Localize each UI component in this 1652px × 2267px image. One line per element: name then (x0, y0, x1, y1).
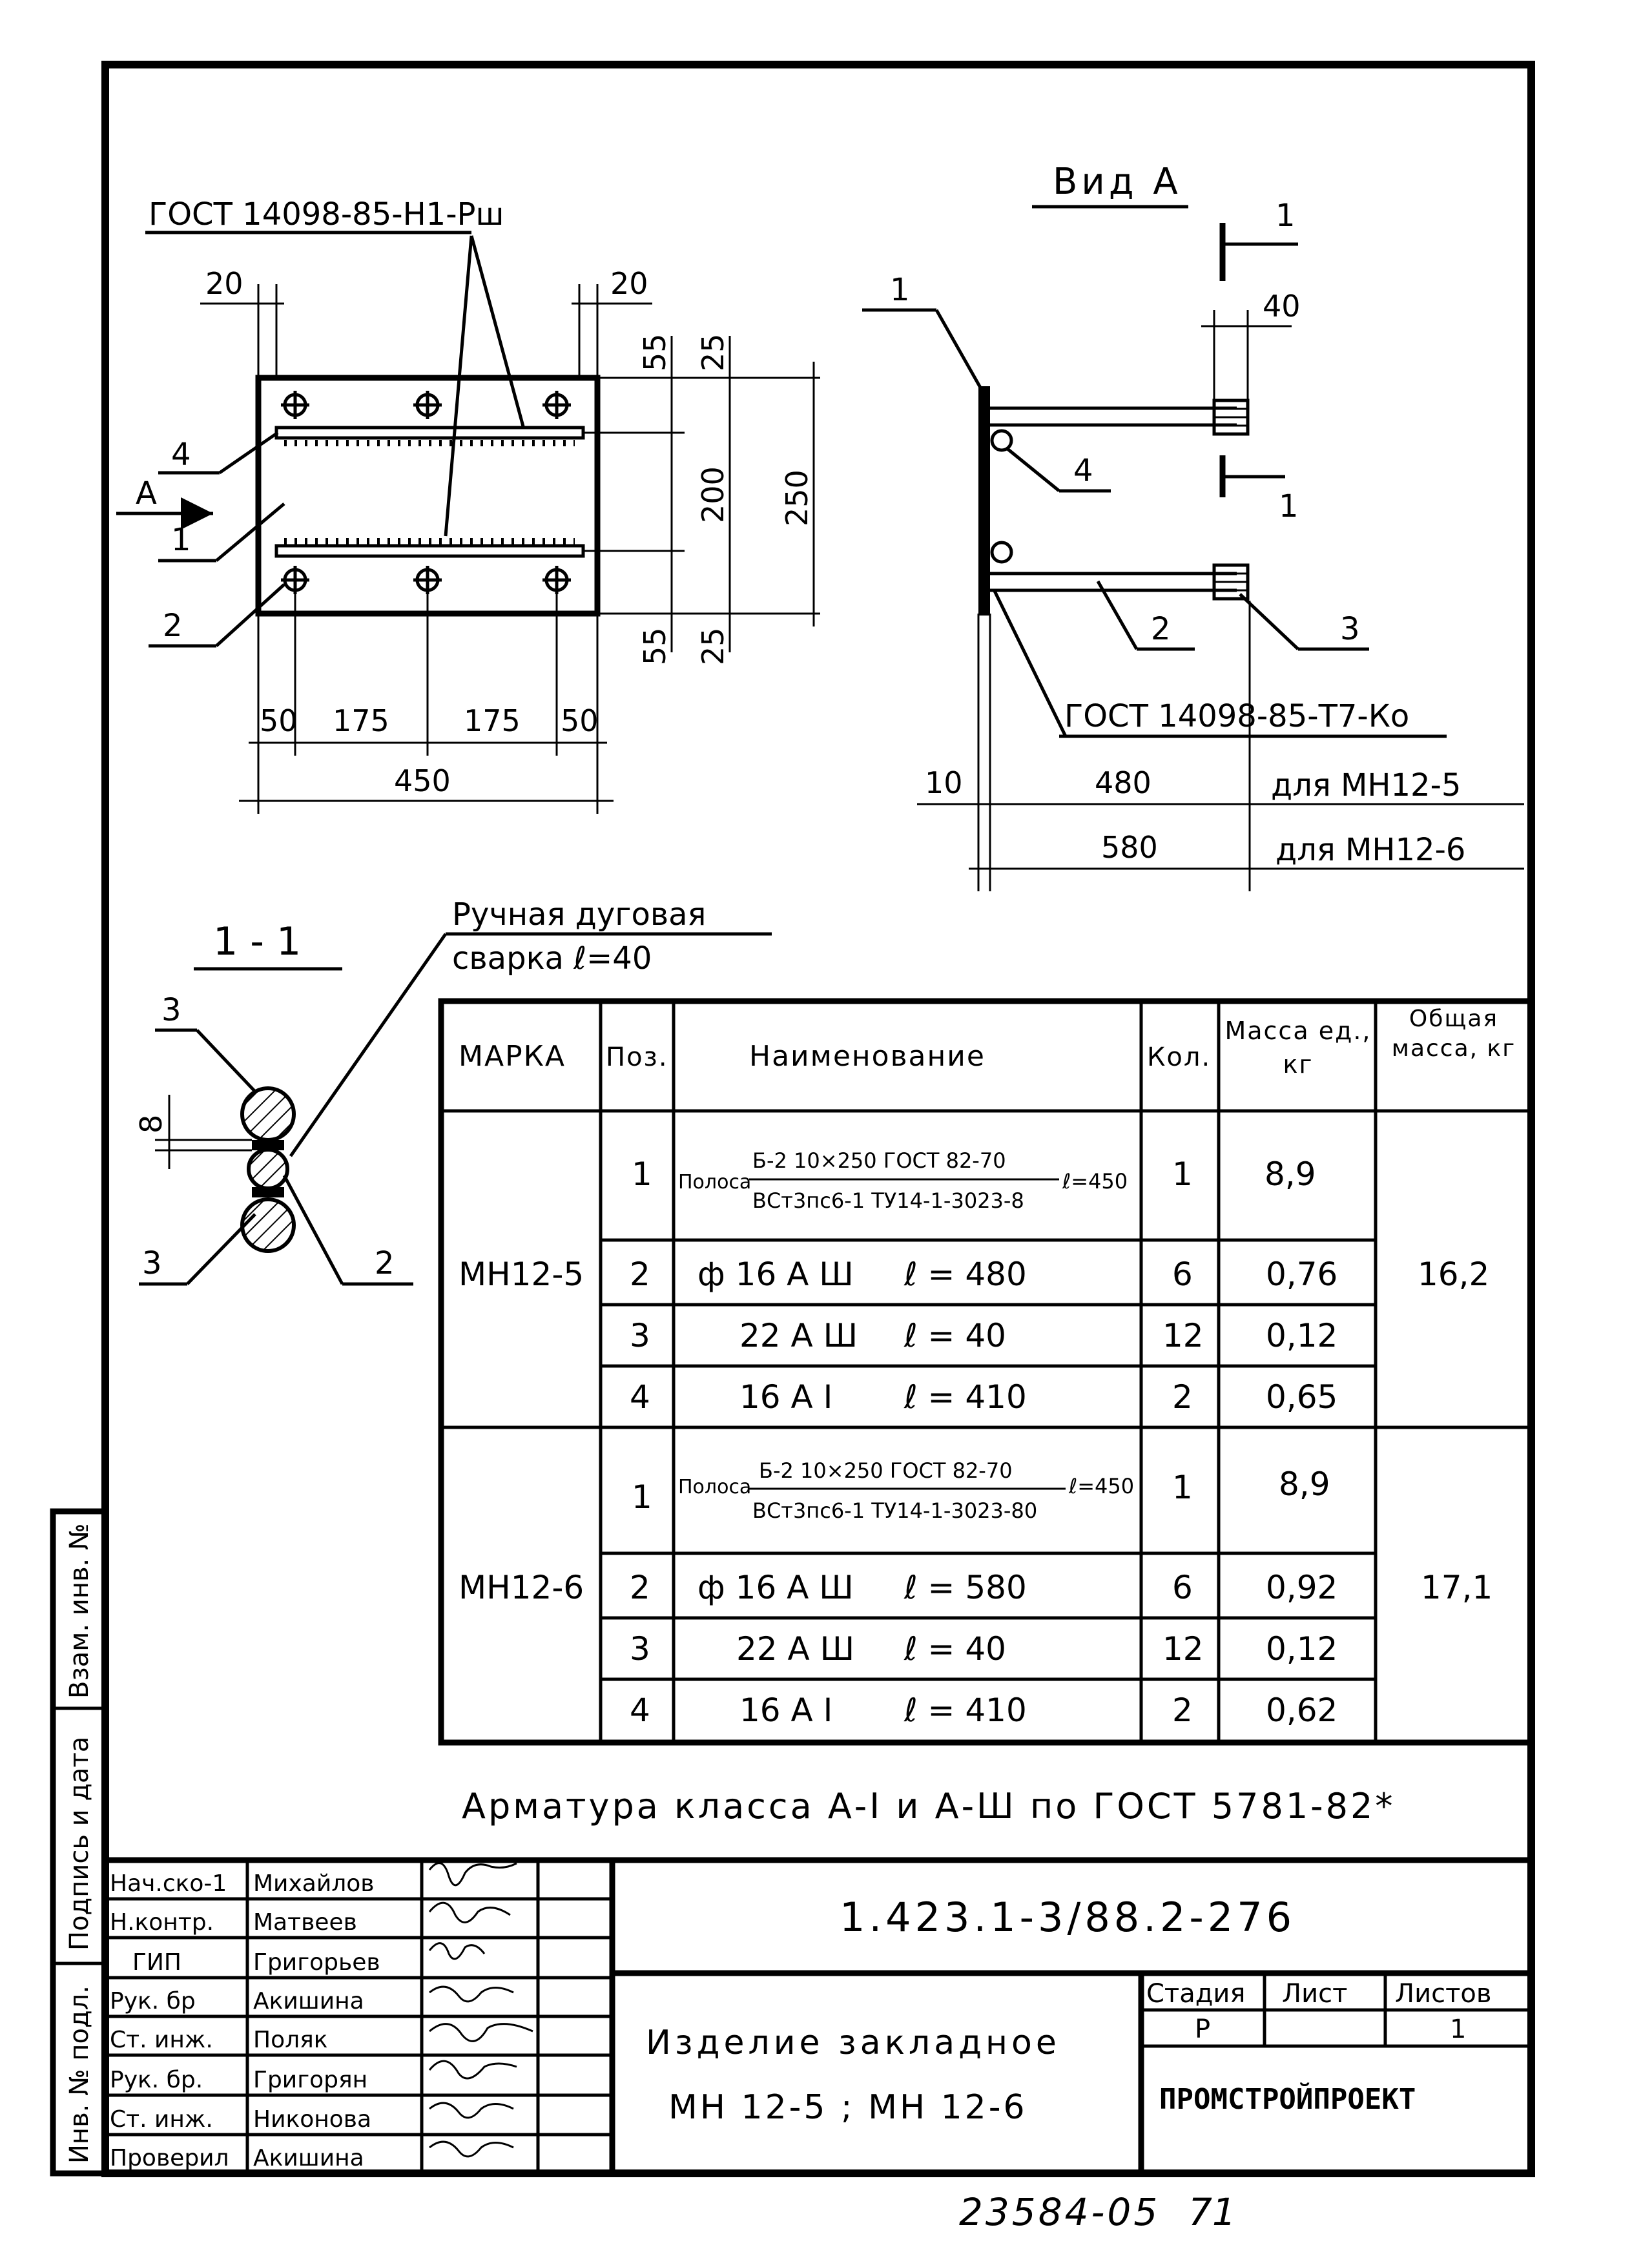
signer-role: Рук. бр. (110, 2067, 203, 2093)
dim-580-label: 580 (1101, 830, 1158, 865)
view-arrow-label: А (136, 475, 157, 512)
signer-role: Нач.ско-1 (110, 1870, 227, 1897)
length-cell: ℓ = 40 (904, 1630, 1006, 1668)
qty-cell: 1 (1172, 1155, 1193, 1193)
view-a (862, 161, 1524, 891)
qty-cell: 1 (1172, 1469, 1193, 1506)
signer-role: Ст. инж. (110, 2027, 213, 2053)
qty-cell: 6 (1172, 1256, 1193, 1293)
for-mn12-6: для МН12-6 (1275, 832, 1466, 868)
section-title: 1 - 1 (213, 919, 302, 964)
mass-cell: 0,65 (1266, 1378, 1338, 1416)
signer-name: Акишина (253, 1988, 364, 2014)
pos-4-label-side: 4 (1073, 453, 1093, 489)
doc-title-line2: МН 12-5 ; МН 12-6 (668, 2088, 1027, 2127)
weld-leader-b (446, 236, 471, 536)
mass-cell: 8,9 (1279, 1465, 1330, 1503)
dim-20-right: 20 (610, 266, 648, 301)
qty-cell: 2 (1172, 1692, 1193, 1729)
name-cell: 22 А Ш (739, 1317, 858, 1354)
section-arrows (1223, 244, 1298, 477)
signer-name: Григорьев (253, 1949, 380, 1976)
pos-cell: 3 (630, 1630, 650, 1668)
name-cell: ф 16 А Ш (697, 1256, 854, 1293)
section-1-1 (134, 896, 772, 1284)
length-cell: ℓ = 480 (904, 1256, 1027, 1293)
name-top: Б-2 10×250 ГОСТ 82-70 (752, 1148, 1006, 1173)
mass-cell: 0,92 (1266, 1569, 1338, 1606)
dim-20-left: 20 (205, 266, 243, 301)
section-mark-top: 1 (1275, 198, 1296, 234)
signature-scribbles (429, 1863, 533, 2157)
signer-role: Проверил (110, 2145, 229, 2171)
stud-section-bottom (242, 1199, 294, 1251)
name-suffix: ℓ=450 (1062, 1169, 1128, 1194)
name-cell: 22 А Ш (736, 1630, 855, 1668)
dim-50-left: 50 (260, 703, 298, 738)
th-qty: Кол. (1147, 1042, 1212, 1072)
name-bottom: ВСт3пс6-1 ТУ14-1-3023-8 (752, 1188, 1024, 1213)
side-sign-date: Подпись и дата (65, 1736, 94, 1951)
pos-cell: 3 (630, 1317, 650, 1354)
length-cell: ℓ = 580 (904, 1569, 1027, 1606)
pos-1-label-plan: 1 (171, 522, 191, 558)
name-suffix: ℓ=450 (1069, 1474, 1135, 1498)
view-a-title: Вид А (1053, 161, 1182, 203)
mass-cell: 0,62 (1266, 1692, 1338, 1729)
signer-role: Н.контр. (110, 1909, 214, 1936)
pos-1-label-side: 1 (890, 272, 910, 308)
total-mn12-6: 17,1 (1421, 1569, 1493, 1606)
mass-cell: 8,9 (1265, 1155, 1316, 1193)
name-bottom: ВСт3пс6-1 ТУ14-1-3023-80 (752, 1498, 1038, 1523)
name-prefix: Полоса (678, 1476, 752, 1498)
dim-25-top: 25 (696, 333, 730, 371)
weld-callout-side: ГОСТ 14098-85-Т7-Ко (1064, 698, 1410, 734)
dim-8-label: 8 (134, 1114, 169, 1134)
length-cell: ℓ = 40 (904, 1317, 1006, 1354)
sheets-value: 1 (1450, 2014, 1467, 2044)
dim-55-bottom: 55 (637, 627, 672, 665)
stud-marks (281, 391, 571, 594)
dim-480-label: 480 (1095, 765, 1151, 800)
signer-name: Поляк (253, 2027, 328, 2053)
mark-mn12-6: МН12-6 (459, 1569, 584, 1606)
stage-value: Р (1195, 2014, 1211, 2044)
doc-code: 1.423.1-3/88.2-276 (840, 1894, 1296, 1941)
dim-55-top: 55 (637, 333, 672, 371)
pos-cell: 4 (630, 1378, 650, 1416)
th-unit-mass: Масса ед., кг (1224, 1017, 1372, 1079)
pos-3-label-sec-top: 3 (161, 992, 181, 1028)
side-inv-repl: Взам. инв. № (65, 1523, 94, 1699)
dim-8 (155, 1095, 252, 1169)
qty-cell: 2 (1172, 1378, 1193, 1416)
stud-hatch (1214, 409, 1248, 590)
pos-2-label-side: 2 (1151, 611, 1171, 647)
dim-450: 450 (394, 763, 451, 798)
bar-section (249, 1150, 287, 1188)
bar-bottom (276, 546, 583, 556)
pos-2-label-plan: 2 (163, 608, 183, 644)
weld-fill-bottom (252, 1187, 284, 1197)
mass-cell: 0,12 (1266, 1317, 1338, 1354)
side-bars (990, 408, 1237, 590)
dim-25-bottom: 25 (696, 627, 730, 665)
th-pos: Поз. (606, 1042, 668, 1072)
length-cell: ℓ = 410 (904, 1692, 1027, 1729)
name-cell: 16 А І (739, 1378, 833, 1416)
signer-name: Никонова (253, 2106, 372, 2133)
pos-cell: 1 (632, 1155, 652, 1193)
dim-top-20 (200, 284, 652, 378)
plate-edge (978, 386, 990, 616)
signer-role: Ст. инж. (110, 2106, 213, 2133)
pos-cell: 2 (630, 1569, 650, 1606)
th-total-mass: Общая масса, кг (1391, 1006, 1516, 1062)
bar-top (276, 428, 583, 438)
pos-3-label-side: 3 (1340, 611, 1360, 647)
sheet-frame (105, 65, 1531, 2173)
signer-role: ГИП (132, 1949, 181, 1976)
archive-number: 23584-05 (959, 2190, 1161, 2234)
pos-leaders-side (862, 310, 1447, 736)
dim-10-label: 10 (925, 765, 963, 800)
th-mark: МАРКА (459, 1040, 566, 1073)
weld-note-2: сварка ℓ=40 (452, 940, 652, 977)
pos-2-label-sec: 2 (375, 1245, 395, 1281)
weld-fill-top (252, 1140, 284, 1150)
mark-mn12-5: МН12-5 (459, 1256, 584, 1293)
qty-cell: 12 (1162, 1317, 1204, 1354)
dim-175-b: 175 (464, 703, 521, 738)
pos-3-label-sec-bottom: 3 (142, 1245, 162, 1281)
total-mn12-5: 16,2 (1418, 1256, 1490, 1293)
section-mark-bottom: 1 (1279, 488, 1299, 524)
signer-name: Михайлов (253, 1870, 375, 1897)
name-prefix: Полоса (678, 1171, 752, 1194)
name-top: Б-2 10×250 ГОСТ 82-70 (759, 1458, 1013, 1483)
side-inv-orig: Инв. № подл. (65, 1985, 94, 2164)
dim-250: 250 (780, 470, 814, 526)
org-name: ПРОМСТРОЙПРОЕКТ (1159, 2083, 1416, 2116)
qty-cell: 6 (1172, 1569, 1193, 1606)
sheets-label: Листов (1395, 1979, 1492, 2009)
dim-175-a: 175 (333, 703, 389, 738)
weld-leader-a (471, 236, 523, 426)
for-mn12-5: для МН12-5 (1271, 767, 1461, 803)
stud-section-top (242, 1088, 294, 1140)
spec-table (441, 1001, 1531, 1743)
rebar-note: Арматура класса А-І и А-Ш по ГОСТ 5781-82* (462, 1786, 1396, 1827)
qty-cell: 12 (1162, 1630, 1204, 1668)
dim-200: 200 (696, 466, 730, 523)
pos-cell: 2 (630, 1256, 650, 1293)
signer-role: Рук. бр (110, 1988, 196, 2014)
dim-40-label: 40 (1263, 289, 1301, 324)
plan-view (116, 196, 820, 814)
dim-40 (1201, 310, 1292, 400)
name-cell: ф 16 А Ш (697, 1569, 854, 1606)
pos-4-label-plan: 4 (171, 437, 191, 473)
pos-cell: 4 (630, 1692, 650, 1729)
name-cell: 16 А І (739, 1692, 833, 1729)
th-name: Наименование (749, 1040, 986, 1073)
stage-label: Стадия (1146, 1979, 1246, 2009)
pos-cell: 1 (632, 1478, 652, 1516)
doc-title-line1: Изделие закладное (646, 2024, 1060, 2062)
title-block (105, 1860, 1531, 2173)
sheet-label: Лист (1282, 1979, 1348, 2009)
page-number: 71 (1188, 2190, 1236, 2234)
side-stamp (53, 1511, 105, 2173)
dim-50-right: 50 (561, 703, 599, 738)
length-cell: ℓ = 410 (904, 1378, 1027, 1416)
weld-callout-top: ГОСТ 14098-85-Н1-Рш (149, 196, 504, 233)
signer-name: Григорян (253, 2067, 368, 2093)
signer-name: Матвеев (253, 1909, 357, 1936)
weld-note-1: Ручная дуговая (452, 896, 707, 933)
signer-name: Акишина (253, 2145, 364, 2171)
mass-cell: 0,76 (1266, 1256, 1338, 1293)
mass-cell: 0,12 (1266, 1630, 1338, 1668)
